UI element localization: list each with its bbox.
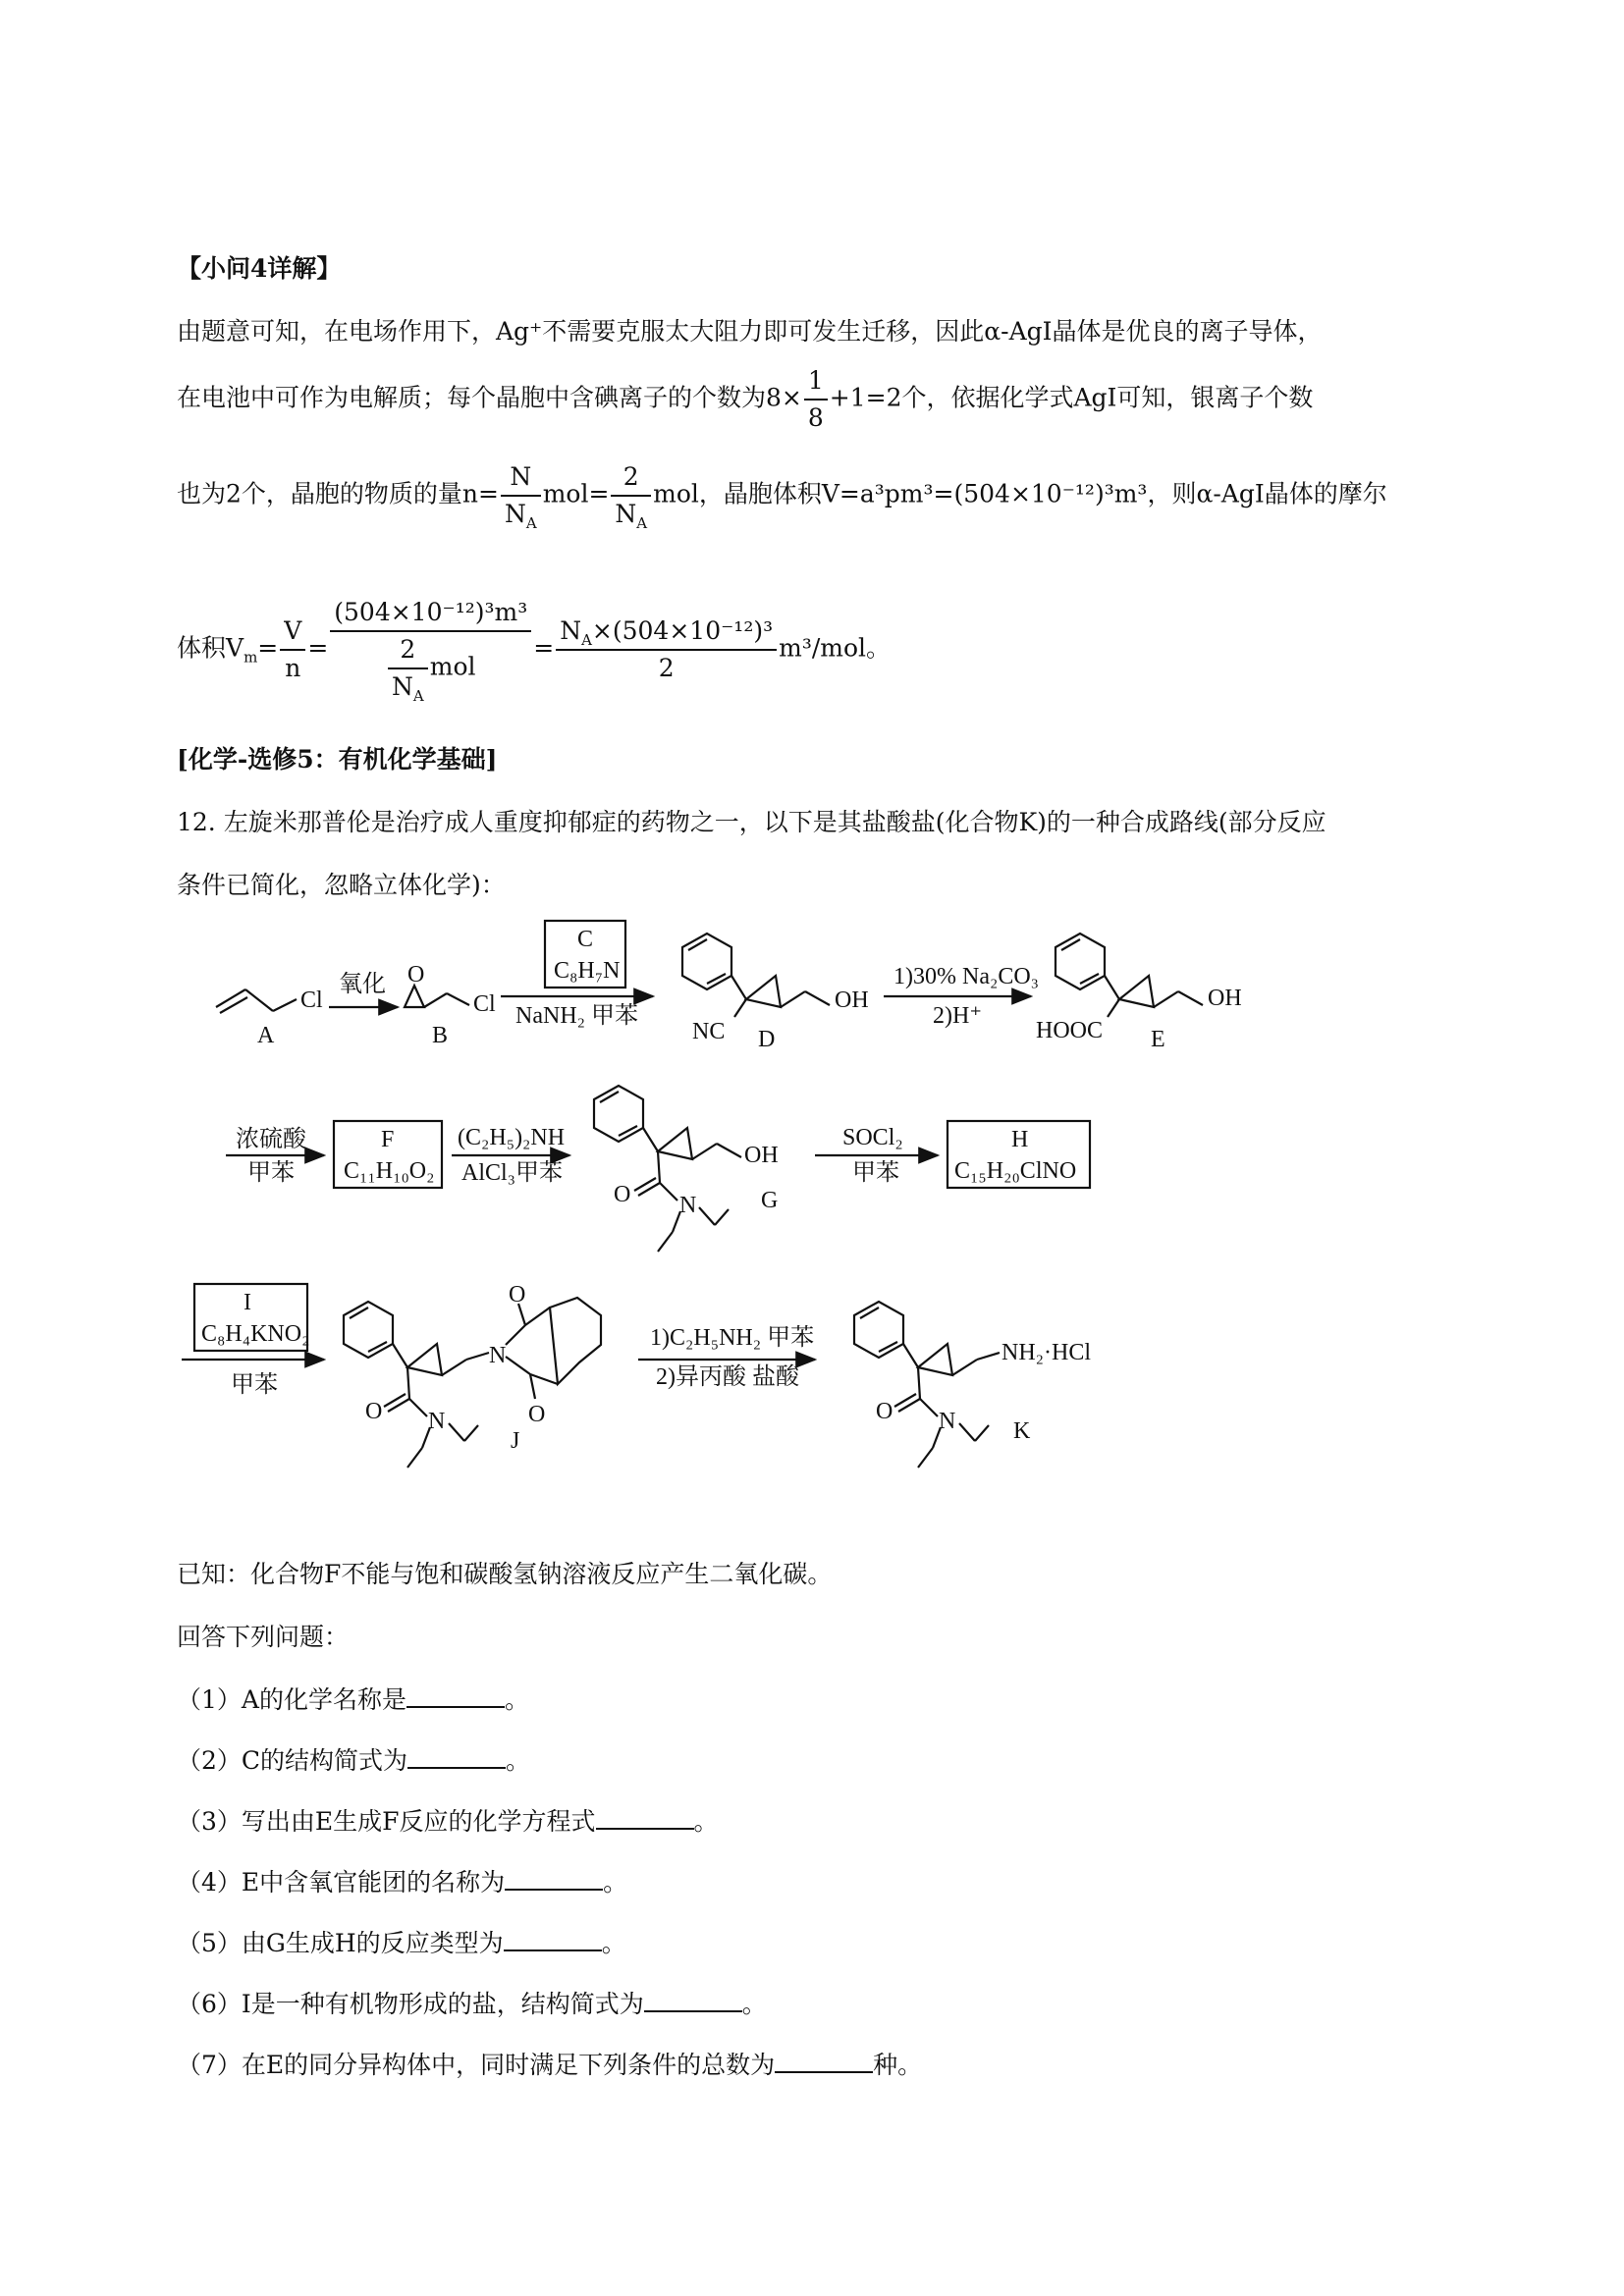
cond-nanh2: NaNH₂ 甲苯 <box>515 1003 639 1029</box>
label-compound-e: E <box>1151 1027 1165 1052</box>
box-h-formula: C₁₅H₂₀ClNO <box>954 1158 1077 1184</box>
cond-socl2: SOCl₂ <box>842 1125 903 1150</box>
label-o-k: O <box>876 1399 893 1424</box>
compound-j-structure <box>344 1298 601 1468</box>
compound-g-structure <box>594 1086 741 1252</box>
cond-na2co3: 1)30% Na₂CO₃ <box>893 964 1040 989</box>
box-c-formula: C₈H₇N <box>554 958 621 984</box>
label-compound-d: D <box>758 1027 776 1052</box>
box-i-label: I <box>244 1290 251 1315</box>
question-line-2: 条件已简化，忽略立体化学)： <box>177 871 506 899</box>
answer-blank-7[interactable] <box>775 2048 873 2073</box>
compound-k-structure <box>854 1302 1000 1468</box>
cond-alcl3: AlCl₃甲苯 <box>461 1160 564 1186</box>
fraction-molar-volume: (504×10⁻¹²)³m³ $\frac{2}{N_A}$ mol <box>330 597 531 703</box>
label-oh-g: OH <box>744 1143 779 1168</box>
known-condition: 已知：化合物F不能与饱和碳酸氢钠溶液反应产生二氧化碳。 <box>177 1560 833 1588</box>
section-title: [化学-选修5：有机化学基础] <box>177 745 498 774</box>
label-n-j-amide: N <box>428 1409 446 1434</box>
cond-toluene-ef: 甲苯 <box>247 1160 295 1186</box>
cond-toluene-ij: 甲苯 <box>231 1372 278 1398</box>
answer-blank-5[interactable] <box>504 1926 602 1951</box>
label-hooc-e: HOOC <box>1036 1018 1104 1043</box>
cond-ethylamine: 1)C₂H₅NH₂ 甲苯 <box>650 1325 815 1351</box>
cond-h2so4: 浓硫酸 <box>236 1127 306 1152</box>
label-compound-b: B <box>432 1023 449 1048</box>
label-cl-a: Cl <box>300 988 323 1013</box>
answer-blank-6[interactable] <box>644 1987 742 2012</box>
question-item-1: （1）A的化学名称是 。 <box>177 1682 529 1716</box>
fraction-n-over-na: $\frac{N}{N_A}$ <box>501 461 541 530</box>
question-item-6: （6）I是一种有机物形成的盐，结构简式为 。 <box>177 1987 767 2020</box>
compound-d-structure <box>682 934 830 1017</box>
explanation-line-3: 也为2个，晶胞的物质的量n= $\frac{N}{N_A}$ mol= $\frac{2}{N_A}$ mol，晶胞体积V=a³pm³=(504×10⁻¹²)³m³，则α-AgI晶体的摩尔 <box>177 462 1387 532</box>
box-f-formula: C₁₁H₁₀O₂ <box>344 1158 435 1184</box>
fraction-2-over-na: $\frac{2}{N_A}$ <box>611 461 651 530</box>
fraction-result: $\frac{N_A\times(504\times 10^{-12})^3}{2}$ <box>556 615 777 684</box>
synthesis-scheme <box>0 913 1624 1492</box>
label-oh-d: OH <box>835 988 869 1013</box>
explanation-line-2: 在电池中可作为电解质；每个晶胞中含碘离子的个数为8× $\frac{1}{8}$ +1=2个，依据化学式AgI可知，银离子个数 <box>177 366 1314 432</box>
cond-diethylamine: (C₂H₅)₂NH <box>458 1125 566 1150</box>
cond-h-plus: 2)H⁺ <box>933 1003 982 1029</box>
label-nc-d: NC <box>692 1019 726 1044</box>
box-i-formula: C₈H₄KNO₂ <box>201 1321 310 1347</box>
label-o-j-amide: O <box>365 1399 383 1424</box>
label-n-k: N <box>939 1409 956 1434</box>
label-o-j-bottom: O <box>528 1402 546 1427</box>
box-c-label: C <box>577 927 594 952</box>
question-item-4: （4）E中含氧官能团的名称为 。 <box>177 1865 627 1898</box>
explanation-line-1: 由题意可知，在电场作用下，Ag⁺不需要克服太大阻力即可发生迁移，因此α-AgI晶体是优良的离子导体， <box>177 317 1323 346</box>
cond-oxidation: 氧化 <box>339 972 386 997</box>
question-item-2: （2）C的结构简式为 。 <box>177 1743 530 1777</box>
answer-intro: 回答下列问题： <box>177 1623 350 1651</box>
label-oh-e: OH <box>1208 986 1242 1011</box>
label-cl-b: Cl <box>473 991 496 1017</box>
fraction-v-over-n: $\frac{V}{n}$ <box>280 615 305 684</box>
question-item-5: （5）由G生成H的反应类型为 。 <box>177 1926 626 1959</box>
label-compound-k: K <box>1013 1418 1031 1444</box>
box-f-label: F <box>381 1127 395 1152</box>
answer-blank-3[interactable] <box>596 1804 694 1830</box>
answer-blank-1[interactable] <box>406 1682 505 1708</box>
compound-e-structure <box>1056 934 1203 1017</box>
question-item-3: （3）写出由E生成F反应的化学方程式 。 <box>177 1804 719 1838</box>
label-compound-g: G <box>761 1188 779 1213</box>
sub-question-header: 【小问4详解】 <box>177 254 342 283</box>
cond-toluene-gh: 甲苯 <box>852 1160 899 1186</box>
question-line-1: 12. 左旋米那普伦是治疗成人重度抑郁症的药物之一，以下是其盐酸盐(化合物K)的一种合成路线(部分反应 <box>177 808 1326 836</box>
label-compound-a: A <box>257 1023 275 1048</box>
label-o-g: O <box>614 1182 631 1207</box>
fraction-one-eighth: $\frac{1}{8}$ <box>804 365 828 434</box>
label-n-j: N <box>489 1343 507 1368</box>
answer-blank-4[interactable] <box>505 1865 603 1891</box>
cond-acid: 2)异丙酸 盐酸 <box>656 1364 799 1390</box>
compound-b-structure <box>405 986 469 1007</box>
answer-blank-2[interactable] <box>407 1743 506 1769</box>
label-n-g: N <box>679 1193 697 1218</box>
label-nh2-hcl: NH₂·HCl <box>1001 1340 1092 1365</box>
question-item-7: （7）在E的同分异构体中，同时满足下列条件的总数为 种。 <box>177 2048 922 2081</box>
explanation-line-4: 体积$V_m=$ $\frac{V}{n}$ = (504×10⁻¹²)³m³ $\frac{2}{N_A}$ mol = $\frac{N_A\times(504\times 10^{-12})^3}{2}$ m³/mol。 <box>177 598 892 705</box>
label-compound-j: J <box>511 1428 520 1454</box>
label-o-b: O <box>407 962 425 988</box>
compound-a-structure <box>216 989 297 1013</box>
label-o-j-top: O <box>509 1282 526 1308</box>
box-h-label: H <box>1011 1127 1029 1152</box>
